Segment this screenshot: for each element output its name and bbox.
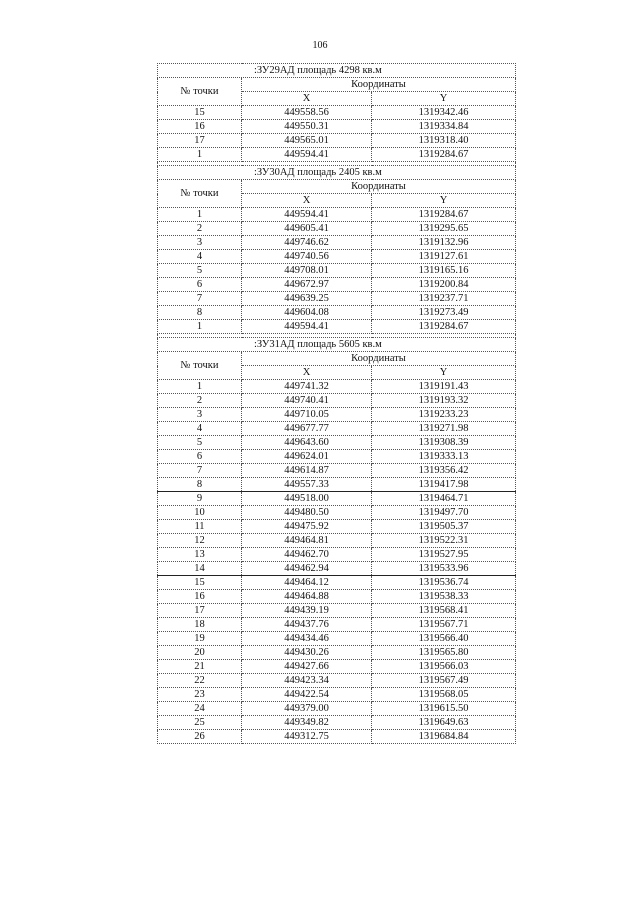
x-coordinate-cell: 449565.01 (242, 134, 372, 148)
y-coordinate-cell: 1319132.96 (372, 236, 516, 250)
point-number-cell: 17 (158, 134, 242, 148)
point-number-cell: 26 (158, 730, 242, 744)
point-number-cell: 7 (158, 464, 242, 478)
point-number-header: № точки (158, 352, 242, 380)
table-row (158, 380, 516, 394)
y-coordinate-cell: 1319193.32 (372, 394, 516, 408)
y-coordinate-cell: 1319284.67 (372, 208, 516, 222)
y-coordinate-cell: 1319165.16 (372, 264, 516, 278)
x-coordinate-cell: 449708.01 (242, 264, 372, 278)
table-row (158, 320, 516, 334)
y-coordinate-cell: 1319271.98 (372, 422, 516, 436)
y-coordinate-cell: 1319533.96 (372, 562, 516, 576)
coordinates-header: Координаты (242, 180, 516, 194)
y-coordinate-cell: 1319284.67 (372, 148, 516, 162)
x-coordinate-cell: 449605.41 (242, 222, 372, 236)
y-coordinate-cell: 1319191.43 (372, 380, 516, 394)
page-number: 106 (312, 40, 328, 51)
point-number-header: № точки (158, 180, 242, 208)
y-coordinate-cell: 1319308.39 (372, 436, 516, 450)
point-number-cell: 22 (158, 674, 242, 688)
table-row (158, 562, 516, 576)
x-coordinate-cell: 449740.56 (242, 250, 372, 264)
x-coordinate-cell: 449677.77 (242, 422, 372, 436)
table-row (158, 646, 516, 660)
y-coordinate-cell: 1319464.71 (372, 492, 516, 506)
x-coordinate-cell: 449594.41 (242, 148, 372, 162)
point-number-cell: 12 (158, 534, 242, 548)
point-number-cell: 19 (158, 632, 242, 646)
table-row (158, 264, 516, 278)
y-coordinate-cell: 1319536.74 (372, 576, 516, 590)
point-number-cell: 5 (158, 264, 242, 278)
section-title: :ЗУ31АД площадь 5605 кв.м (158, 338, 516, 352)
x-coordinate-cell: 449349.82 (242, 716, 372, 730)
y-coordinate-cell: 1319333.13 (372, 450, 516, 464)
y-coordinate-cell: 1319566.03 (372, 660, 516, 674)
y-coordinate-cell: 1319527.95 (372, 548, 516, 562)
table-row (158, 660, 516, 674)
point-number-cell: 23 (158, 688, 242, 702)
x-coordinate-cell: 449740.41 (242, 394, 372, 408)
y-coordinate-cell: 1319233.23 (372, 408, 516, 422)
table-row (158, 394, 516, 408)
coordinates-table (157, 63, 516, 744)
y-header: Y (372, 194, 516, 208)
x-coordinate-cell: 449427.66 (242, 660, 372, 674)
point-number-cell: 4 (158, 422, 242, 436)
y-coordinate-cell: 1319649.63 (372, 716, 516, 730)
point-number-cell: 21 (158, 660, 242, 674)
point-number-cell: 16 (158, 120, 242, 134)
x-coordinate-cell: 449437.76 (242, 618, 372, 632)
point-number-cell: 5 (158, 436, 242, 450)
y-header: Y (372, 366, 516, 380)
point-number-cell: 1 (158, 208, 242, 222)
x-coordinate-cell: 449672.97 (242, 278, 372, 292)
point-number-cell: 25 (158, 716, 242, 730)
point-number-cell: 18 (158, 618, 242, 632)
x-coordinate-cell: 449464.88 (242, 590, 372, 604)
table-row (158, 730, 516, 744)
table-row (158, 716, 516, 730)
point-number-cell: 1 (158, 380, 242, 394)
point-number-cell: 2 (158, 222, 242, 236)
y-coordinate-cell: 1319565.80 (372, 646, 516, 660)
table-row (158, 702, 516, 716)
point-number-cell: 14 (158, 562, 242, 576)
coordinates-header: Координаты (242, 78, 516, 92)
y-coordinate-cell: 1319568.05 (372, 688, 516, 702)
table-row (158, 120, 516, 134)
point-number-cell: 1 (158, 320, 242, 334)
table-row (158, 464, 516, 478)
x-coordinate-cell: 449518.00 (242, 492, 372, 506)
point-number-cell: 3 (158, 236, 242, 250)
table-row (158, 576, 516, 590)
x-coordinate-cell: 449464.81 (242, 534, 372, 548)
x-header: X (242, 194, 372, 208)
point-number-cell: 7 (158, 292, 242, 306)
point-number-cell: 17 (158, 604, 242, 618)
x-coordinate-cell: 449557.33 (242, 478, 372, 492)
x-coordinate-cell: 449480.50 (242, 506, 372, 520)
table-row (158, 422, 516, 436)
x-coordinate-cell: 449741.32 (242, 380, 372, 394)
section-title: :ЗУ30АД площадь 2405 кв.м (158, 166, 516, 180)
point-number-cell: 8 (158, 306, 242, 320)
x-coordinate-cell: 449462.70 (242, 548, 372, 562)
x-coordinate-cell: 449558.56 (242, 106, 372, 120)
x-coordinate-cell: 449550.31 (242, 120, 372, 134)
x-coordinate-cell: 449379.00 (242, 702, 372, 716)
table-row (158, 590, 516, 604)
point-number-cell: 6 (158, 450, 242, 464)
table-row (158, 548, 516, 562)
x-coordinate-cell: 449439.19 (242, 604, 372, 618)
point-number-cell: 10 (158, 506, 242, 520)
point-number-cell: 3 (158, 408, 242, 422)
x-coordinate-cell: 449624.01 (242, 450, 372, 464)
y-coordinate-cell: 1319538.33 (372, 590, 516, 604)
coordinates-header: Координаты (242, 352, 516, 366)
table-row (158, 292, 516, 306)
x-coordinate-cell: 449422.54 (242, 688, 372, 702)
table-row (158, 450, 516, 464)
y-coordinate-cell: 1319284.67 (372, 320, 516, 334)
x-coordinate-cell: 449710.05 (242, 408, 372, 422)
table-row (158, 632, 516, 646)
point-number-cell: 11 (158, 520, 242, 534)
x-header: X (242, 92, 372, 106)
y-coordinate-cell: 1319615.50 (372, 702, 516, 716)
point-number-cell: 13 (158, 548, 242, 562)
point-number-cell: 6 (158, 278, 242, 292)
table-row (158, 208, 516, 222)
point-number-cell: 15 (158, 576, 242, 590)
table-row (158, 106, 516, 120)
x-coordinate-cell: 449643.60 (242, 436, 372, 450)
y-coordinate-cell: 1319295.65 (372, 222, 516, 236)
table-row (158, 306, 516, 320)
x-coordinate-cell: 449434.46 (242, 632, 372, 646)
table-row (158, 604, 516, 618)
y-coordinate-cell: 1319566.40 (372, 632, 516, 646)
y-coordinate-cell: 1319200.84 (372, 278, 516, 292)
x-header: X (242, 366, 372, 380)
y-coordinate-cell: 1319342.46 (372, 106, 516, 120)
table-row (158, 674, 516, 688)
table-row (158, 506, 516, 520)
y-coordinate-cell: 1319522.31 (372, 534, 516, 548)
y-coordinate-cell: 1319356.42 (372, 464, 516, 478)
table-row (158, 134, 516, 148)
table-row (158, 688, 516, 702)
x-coordinate-cell: 449475.92 (242, 520, 372, 534)
point-number-cell: 4 (158, 250, 242, 264)
x-coordinate-cell: 449594.41 (242, 208, 372, 222)
y-header: Y (372, 92, 516, 106)
x-coordinate-cell: 449604.08 (242, 306, 372, 320)
y-coordinate-cell: 1319505.37 (372, 520, 516, 534)
table-row (158, 236, 516, 250)
table-row (158, 250, 516, 264)
point-number-cell: 20 (158, 646, 242, 660)
x-coordinate-cell: 449639.25 (242, 292, 372, 306)
table-row (158, 492, 516, 506)
y-coordinate-cell: 1319417.98 (372, 478, 516, 492)
point-number-cell: 2 (158, 394, 242, 408)
table-row (158, 534, 516, 548)
point-number-cell: 1 (158, 148, 242, 162)
point-number-cell: 9 (158, 492, 242, 506)
x-coordinate-cell: 449464.12 (242, 576, 372, 590)
table-row (158, 148, 516, 162)
y-coordinate-cell: 1319237.71 (372, 292, 516, 306)
table-row (158, 520, 516, 534)
x-coordinate-cell: 449462.94 (242, 562, 372, 576)
point-number-cell: 24 (158, 702, 242, 716)
table-row (158, 618, 516, 632)
x-coordinate-cell: 449423.34 (242, 674, 372, 688)
table-row (158, 436, 516, 450)
y-coordinate-cell: 1319127.61 (372, 250, 516, 264)
y-coordinate-cell: 1319568.41 (372, 604, 516, 618)
point-number-cell: 15 (158, 106, 242, 120)
section-title: :ЗУ29АД площадь 4298 кв.м (158, 64, 516, 78)
x-coordinate-cell: 449594.41 (242, 320, 372, 334)
point-number-cell: 8 (158, 478, 242, 492)
table-row (158, 278, 516, 292)
point-number-header: № точки (158, 78, 242, 106)
x-coordinate-cell: 449430.26 (242, 646, 372, 660)
x-coordinate-cell: 449312.75 (242, 730, 372, 744)
y-coordinate-cell: 1319318.40 (372, 134, 516, 148)
y-coordinate-cell: 1319497.70 (372, 506, 516, 520)
x-coordinate-cell: 449614.87 (242, 464, 372, 478)
table-row (158, 222, 516, 236)
y-coordinate-cell: 1319273.49 (372, 306, 516, 320)
point-number-cell: 16 (158, 590, 242, 604)
y-coordinate-cell: 1319567.71 (372, 618, 516, 632)
y-coordinate-cell: 1319567.49 (372, 674, 516, 688)
x-coordinate-cell: 449746.62 (242, 236, 372, 250)
table-row (158, 478, 516, 492)
table-row (158, 408, 516, 422)
y-coordinate-cell: 1319684.84 (372, 730, 516, 744)
y-coordinate-cell: 1319334.84 (372, 120, 516, 134)
